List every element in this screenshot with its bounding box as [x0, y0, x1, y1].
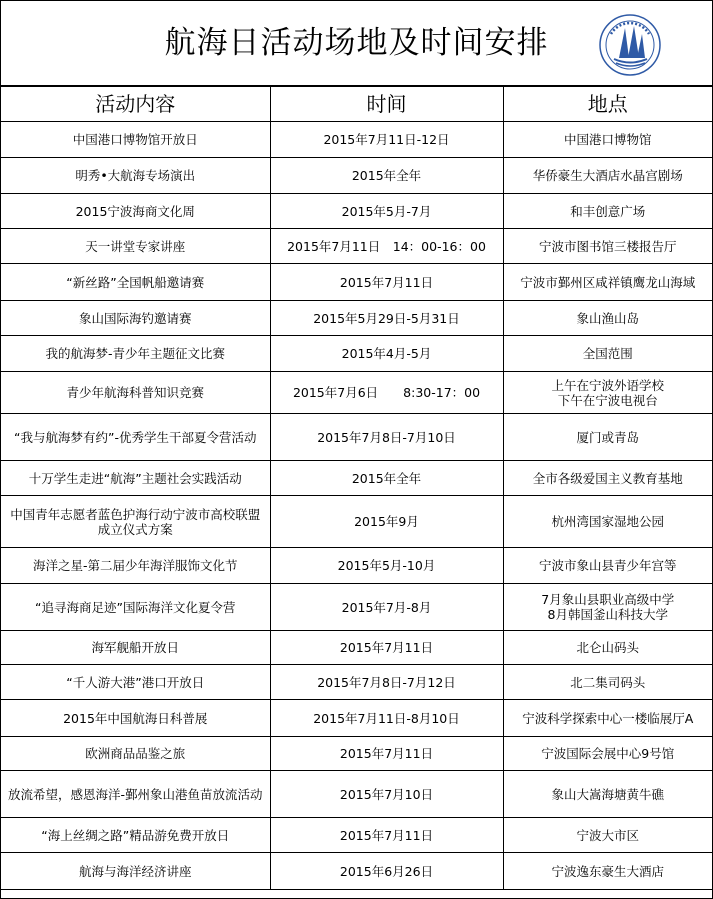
table-row	[1, 158, 712, 194]
table-row	[1, 461, 712, 496]
cell-place: 和丰创意广场	[503, 194, 712, 229]
table-row	[1, 665, 712, 700]
header-time: 时间	[270, 87, 503, 122]
cell-place: 中国港口博物馆	[503, 122, 712, 158]
schedule-rows	[1, 122, 712, 890]
cell-time: 2015年7月-8月	[270, 584, 503, 631]
table-row	[1, 414, 712, 461]
cell-place: 北二集司码头	[503, 665, 712, 700]
cell-activity: 天一讲堂专家讲座	[1, 229, 270, 264]
cell-place: 宁波逸东豪生大酒店	[503, 853, 712, 890]
cell-time: 2015年9月	[270, 496, 503, 548]
table-row	[1, 496, 712, 548]
cell-time: 2015年6月26日	[270, 853, 503, 890]
cell-activity: 海军舰船开放日	[1, 631, 270, 665]
cell-activity: 放流希望，感恩海洋-鄞州象山港鱼苗放流活动	[1, 771, 270, 818]
cell-place: 杭州湾国家湿地公园	[503, 496, 712, 548]
table-header-row	[1, 87, 712, 122]
cell-time: 2015年5月-10月	[270, 548, 503, 584]
cell-time: 2015年7月11日	[270, 737, 503, 771]
cell-activity: 中国青年志愿者蓝色护海行动宁波市高校联盟成立仪式方案	[1, 496, 270, 548]
cell-place: 华侨豪生大酒店水晶宫剧场	[503, 158, 712, 194]
cell-time: 2015年7月11日	[270, 631, 503, 665]
table-row	[1, 631, 712, 665]
cell-place: 宁波国际会展中心9号馆	[503, 737, 712, 771]
table-row	[1, 336, 712, 372]
cell-place: 宁波大市区	[503, 818, 712, 853]
cell-time: 2015年7月6日 8:30-17：00	[270, 372, 503, 414]
table-row	[1, 229, 712, 264]
cell-activity: 航海与海洋经济讲座	[1, 853, 270, 890]
cell-place: 象山渔山岛	[503, 301, 712, 336]
cell-place: 北仑山码头	[503, 631, 712, 665]
table-row	[1, 264, 712, 301]
cell-place: 全市各级爱国主义教育基地	[503, 461, 712, 496]
cell-time: 2015年全年	[270, 461, 503, 496]
cell-activity: 明秀•大航海专场演出	[1, 158, 270, 194]
table-row	[1, 372, 712, 414]
table-row	[1, 194, 712, 229]
cell-time: 2015年全年	[270, 158, 503, 194]
cell-time: 2015年7月8日-7月10日	[270, 414, 503, 461]
table-row	[1, 818, 712, 853]
sailing-ship-logo-icon	[599, 14, 661, 76]
cell-place: 宁波市鄞州区咸祥镇鹰龙山海域	[503, 264, 712, 301]
cell-place: 宁波市象山县青少年宫等	[503, 548, 712, 584]
cell-activity: 象山国际海钓邀请赛	[1, 301, 270, 336]
cell-time: 2015年7月11日 14：00-16：00	[270, 229, 503, 264]
cell-place: 宁波科学探索中心一楼临展厅A	[503, 700, 712, 737]
cell-place: 宁波市图书馆三楼报告厅	[503, 229, 712, 264]
cell-time: 2015年5月-7月	[270, 194, 503, 229]
cell-time: 2015年5月29日-5月31日	[270, 301, 503, 336]
cell-activity: “我与航海梦有约”-优秀学生干部夏令营活动	[1, 414, 270, 461]
cell-activity: 2015年中国航海日科普展	[1, 700, 270, 737]
schedule-table	[1, 86, 712, 890]
cell-time: 2015年4月-5月	[270, 336, 503, 372]
table-row	[1, 548, 712, 584]
cell-place: 7月象山县职业高级中学 8月韩国釜山科技大学	[503, 584, 712, 631]
header-activity: 活动内容	[1, 87, 270, 122]
cell-place: 象山大嵩海塘黄牛礁	[503, 771, 712, 818]
cell-activity: “追寻海商足迹”国际海洋文化夏令营	[1, 584, 270, 631]
cell-activity: 欧洲商品品鉴之旅	[1, 737, 270, 771]
cell-time: 2015年7月11日-8月10日	[270, 700, 503, 737]
cell-place: 厦门或青岛	[503, 414, 712, 461]
cell-activity: “海上丝绸之路”精品游免费开放日	[1, 818, 270, 853]
cell-time: 2015年7月11日	[270, 818, 503, 853]
cell-activity: 十万学生走进“航海”主题社会实践活动	[1, 461, 270, 496]
header-place: 地点	[503, 87, 712, 122]
cell-place: 全国范围	[503, 336, 712, 372]
cell-time: 2015年7月10日	[270, 771, 503, 818]
cell-time: 2015年7月11日	[270, 264, 503, 301]
cell-time: 2015年7月8日-7月12日	[270, 665, 503, 700]
title-row	[1, 1, 712, 86]
table-row	[1, 122, 712, 158]
cell-activity: “新丝路”全国帆船邀请赛	[1, 264, 270, 301]
cell-activity: 2015宁波海商文化周	[1, 194, 270, 229]
cell-activity: 中国港口博物馆开放日	[1, 122, 270, 158]
cell-activity: 海洋之星-第二届少年海洋服饰文化节	[1, 548, 270, 584]
cell-activity: 我的航海梦-青少年主题征文比赛	[1, 336, 270, 372]
table-row	[1, 301, 712, 336]
cell-place: 上午在宁波外语学校 下午在宁波电视台	[503, 372, 712, 414]
page-title: 航海日活动场地及时间安排	[164, 25, 549, 61]
table-row	[1, 853, 712, 890]
cell-activity: 青少年航海科普知识竞赛	[1, 372, 270, 414]
table-row	[1, 700, 712, 737]
cell-activity: “千人游大港”港口开放日	[1, 665, 270, 700]
table-row	[1, 771, 712, 818]
table-row	[1, 737, 712, 771]
table-row	[1, 584, 712, 631]
cell-time: 2015年7月11日-12日	[270, 122, 503, 158]
